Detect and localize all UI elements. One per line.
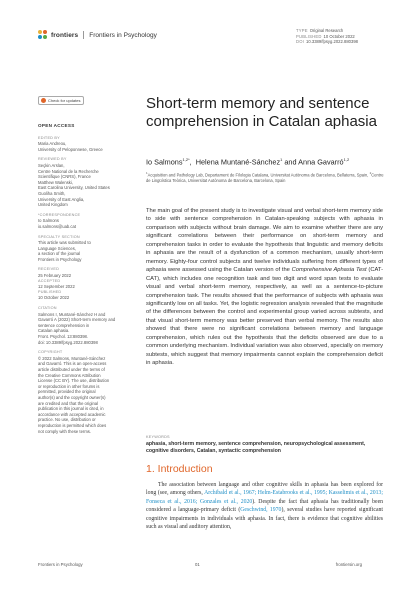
footer-website-link[interactable]: frontiersin.org — [335, 562, 362, 567]
keywords-list: aphasia, short-term memory, sentence comprehension, neuropsychological assessment, cognitive disorders, Catalan, syntactic comprehension — [146, 441, 366, 454]
meta-doi: DOI 10.3389/fpsyg.2022.880398 — [296, 39, 358, 45]
citation-link[interactable]: Archibald et al., 1967; Helm-Estabrooks et al., 1995; Kasselimis et al., 2013; Fonseca et al., 2016; Gonzales et al., 2020 — [146, 490, 383, 505]
abstract: The main goal of the present study is to investigate visual and verbal short-term memory side to side with sentence comprehension in Catalan-speaking subjects with aphasia in comparison with subjects without brain damage. We aim to examine whether there are any significant correlations between their performance on short-term memory and comprehension tasks in order to evaluate the hypothesis that linguistic and memory deficits in aphasia are the result of a dysfunction of a common mechanism, usually short-term memory. Eighty-four control subjects and twelve individuals suffering from different types of aphasia were assessed using the Catalan version of the Comprehensive Aphasia Test (CAT-CAT), which includes one recognition task and two digit and word span tests to evaluate visual and verbal short-term memory, respectively, as well as a sentence-to-picture comprehension task. The results showed that the performance of subjects with aphasia was significantly low on all tasks. Yet, the logistic regression analysis revealed that the magnitude of the differences between the control and experimental group varied across subtests, and that visual short-term memory was better preserved than verbal memory. The results also showed that there were no significant correlations between memory and language comprehension, which rules out the hypothesis that the deficits observed are due to a common underlying mechanism. Individual variation was also observed, specially on memory subtests, which suggest that memory impairments cannot explain the comprehension deficit in aphasia. — [146, 208, 383, 367]
dates: RECEIVED 25 February 2022 ACCEPTED 12 September 2022 PUBLISHED 10 October 2022 — [38, 267, 75, 301]
keywords-label: KEYWORDS — [146, 435, 170, 439]
affiliations: $^1$Acquisition and Pathology Lab, Departament de Filologia Catalana, Universitat Autònoma de Barcelona, Bellaterra, Spain, $^2$Centre de Lingüística Teòrica, Universitat Autònoma de Barcelona, Barcelona, Spain — [146, 171, 384, 183]
specialty-section: SPECIALTY SECTION This article was submitted to Language Sciences, a section of the journal Frontiers in Psychology — [38, 234, 91, 262]
article-meta — [296, 28, 358, 45]
article-title: Short-term memory and sentence comprehension in Catalan aphasia — [146, 95, 377, 130]
frontiers-logo[interactable] — [38, 30, 157, 40]
reviewed-by: REVIEWED BY Seçkin Arslan, Centre National de la Recherche Scientifique (CNRS), France Matthew Walenski, East Carolina University, United States Guoliha Smith, University of East Anglia, United Kingdom — [38, 157, 110, 208]
citation-link[interactable]: Geschwind, 1970 — [240, 507, 282, 514]
footer-journal: Frontiers in Psychology — [38, 562, 83, 567]
introduction-paragraph: The association between language and other cognitive skills in aphasia has been explored for long (see, among others, Archibald et al., 1967; Helm-Estabrooks et al., 1995; Kasselimis et al., 2013; Fonseca et al., 2016; Gonzales et al., 2020). Despite the fact that aphasia has traditionally been considered a language-primary deficit (Geschwind, 1970), several studies have reported significant cognitive impairments in individuals with aphasia. In fact, there is evidence that cognitive abilities such as visual and auditory attention, — [146, 482, 384, 531]
brand-name: frontiers — [51, 31, 79, 39]
open-access-label: OPEN ACCESS — [38, 123, 75, 128]
author-name[interactable]: Helena Muntané-Sánchez — [195, 157, 281, 167]
keywords — [146, 435, 383, 455]
author-list: Io Salmons$^{1,2*}$, Helena Muntané-Sánchez$^1$ and Anna Gavarró$^{1,2}$ — [146, 157, 350, 167]
page-number: 01 — [195, 562, 200, 567]
article-sidebar — [38, 96, 124, 439]
correspondence[interactable]: *CORRESPONDENCE Io Salmons io.salmons@uab.cat — [38, 212, 81, 229]
page-footer — [38, 562, 362, 570]
page-header — [0, 0, 400, 50]
meta-published: PUBLISHED 10 October 2022 — [296, 33, 355, 39]
journal-name[interactable]: Frontiers in Psychology — [89, 31, 157, 39]
author-name[interactable]: Anna Gavarró — [298, 157, 344, 167]
citation: CITATION Salmons I, Muntané-Sánchez H and Gavarró A (2022) Short-term memory and sentence comprehension in Catalan aphasia. Front. Psychol. 13:880398. doi: 10.3389/fpsyg.2022.880398 — [38, 306, 116, 345]
check-updates-label: Check for updates — [48, 97, 81, 103]
copyright: COPYRIGHT © 2022 Salmons, Muntané-Sánchez and Gavarró. This is an open-access article distributed under the terms of the Creative Commons Attribution License (CC BY). The use, distribution or reproduction in other forums is permitted, provided the original author(s) and the copyright owner(s) are credited and that the original publication in this journal is cited, in accordance with accepted academic practice. No use, distribution or reproduction is permitted which does not comply with these terms. — [38, 350, 110, 434]
frontiers-logo-icon — [38, 30, 48, 40]
author-name[interactable]: Io Salmons — [146, 157, 183, 167]
crossmark-icon — [41, 98, 46, 103]
check-updates-button[interactable] — [38, 96, 84, 105]
logo-divider — [83, 31, 84, 39]
meta-type: TYPE Original Research — [296, 28, 344, 33]
section-heading-introduction: 1. Introduction — [146, 463, 213, 475]
edited-by: EDITED BY Maria Andreou, University of Peloponnese, Greece — [38, 135, 103, 152]
